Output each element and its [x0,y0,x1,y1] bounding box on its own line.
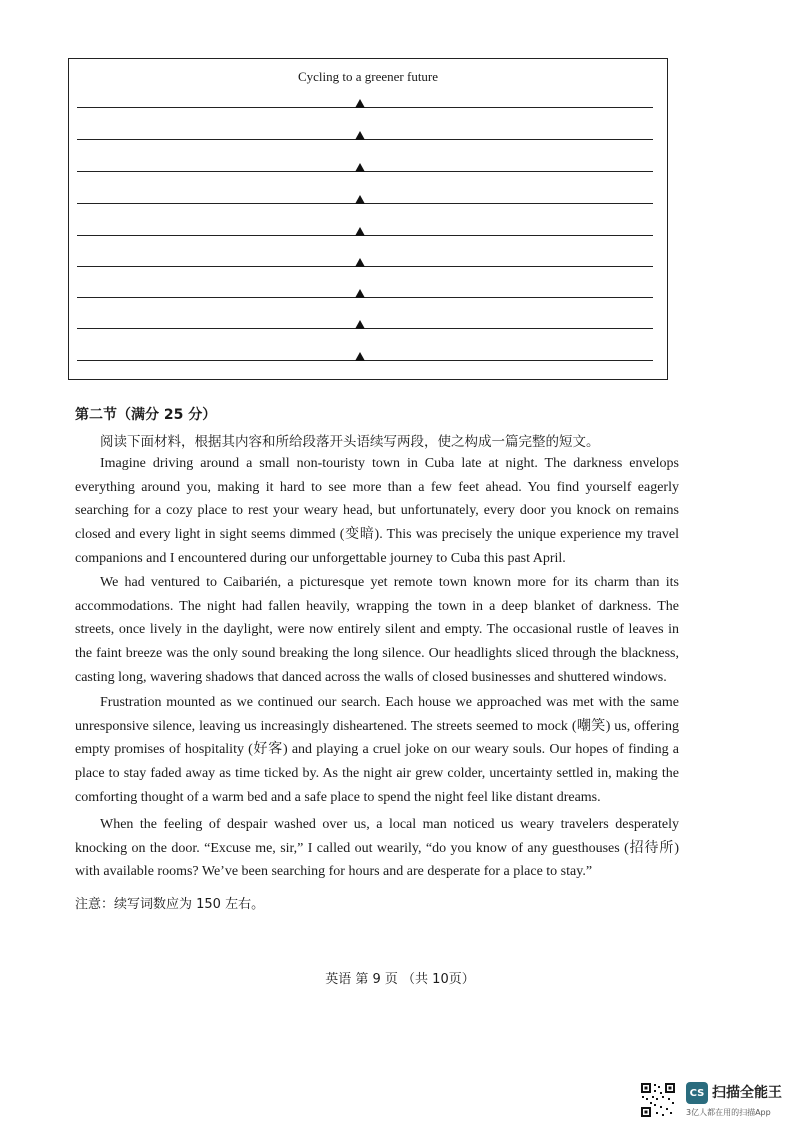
triangle-marker-icon [355,131,365,140]
answer-line [77,360,653,361]
answer-line [77,328,653,329]
triangle-marker-icon [355,352,365,361]
answer-line [77,171,653,172]
answer-line [77,107,653,108]
writing-box-title: Cycling to a greener future [297,69,439,84]
passage-paragraph: We had ventured to Caibarién, a picturesque yet remote town known more for its charm than its accommodations. The night had fallen heavily, wrapping the town in a deep blanket of darkness. The streets, once lively in the daylight, were now entirely silent and empty. The occasional rustle of leaves in the faint breeze was the only sound breaking the long silence. Our headlights sliced through the blackness, casting long, wavering shadows that danced across the walls of closed businesses and shuttered windows. [75,575,679,685]
section-heading: 第二节（满分 25 分） [75,407,217,423]
section-instruction: 阅读下面材料，根据其内容和所给段落开头语续写两段，使之构成一篇完整的短文。 [100,434,600,450]
qr-code-icon [640,1082,676,1118]
writing-box [68,58,668,380]
scanner-app-name: 扫描全能王 [712,1085,782,1101]
triangle-marker-icon [355,289,365,298]
answer-line [77,139,653,140]
triangle-marker-icon [355,99,365,108]
page-footer: 英语 第 9 页 （共 10页） [325,972,475,987]
triangle-marker-icon [355,320,365,329]
passage-paragraph: Imagine driving around a small non-touristy town in Cuba late at night. The darkness envelops everything around you, making it hard to see more than a few feet ahead. You find yourself eagerly searching for a cozy place to rest your weary head, but unfortunately, every door you knock on remains closed and every light in sight seems dimmed (变暗). This was precisely the unique experience my travel companions and I encountered during our unforgettable journey to Cuba this past April. [75,456,679,566]
triangle-marker-icon [355,195,365,204]
answer-line [77,203,653,204]
word-count-note: 注意：续写词数应为 150 左右。 [75,897,265,912]
passage-paragraph: Frustration mounted as we continued our search. Each house we approached was met with the same unresponsive silence, leaving us increasingly disheartened. The streets seemed to mock (嘲笑) us, offering empty promises of hospitality (好客) and playing a cruel joke on our weary souls. Our hopes of finding a place to stay faded away as time ticked by. As the night air grew colder, uncertainty settled in, making the comforting thought of a warm bed and a safe place to spend the night feel like distant dreams. [75,695,679,805]
answer-line [77,235,653,236]
answer-line [77,297,653,298]
triangle-marker-icon [355,258,365,267]
triangle-marker-icon [355,163,365,172]
passage-paragraph: When the feeling of despair washed over us, a local man noticed us weary travelers desperately knocking on the door. “Excuse me, sir,” I called out wearily, “do you know of any guesthouses (招待所) with available rooms? We’ve been searching for hours and are desperate for a place to stay.” [75,817,679,880]
camscanner-logo-icon: CS [686,1082,708,1104]
scanner-tagline: 3亿人都在用的扫描App [686,1108,771,1117]
answer-line [77,266,653,267]
triangle-marker-icon [355,227,365,236]
